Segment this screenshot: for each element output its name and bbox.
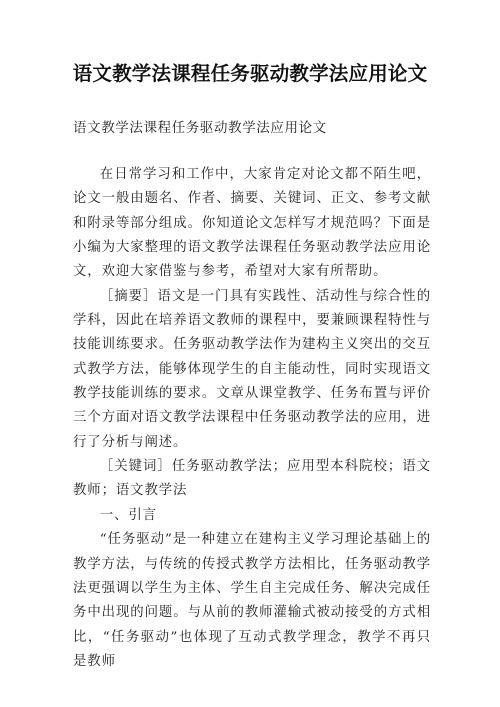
intro-paragraph: 在日常学习和工作中，大家肯定对论文都不陌生吧，论文一般由题名、作者、摘要、关键词、正文、参考文献和附录等部分组成。你知道论文怎样写才规范吗？下面是小编为大家整理的语文教学法课程任务驱动教学法应用论文，欢迎大家借鉴与参考，希望对大家有所帮助。 xyxy=(73,167,431,280)
abstract-paragraph: ［摘要］语文是一门具有实践性、活动性与综合性的学科，因此在培养语文教师的课程中，要兼顾课程特性与技能训练要求。任务驱动教学法作为建构主义突出的交互式教学方法，能够体现学生的自主能动性，同时实现语文教学技能训练的要求。文章从课堂教学、任务布置与评价三个方面对语文教学法课程中任务驱动教学法的应用，进行了分析与阐述。 xyxy=(73,288,431,450)
section-heading: 一、引言 xyxy=(99,507,157,523)
section-paragraph: “任务驱动”是一种建立在建构主义学习理论基础上的教学方法，与传统的传授式教学方法相比，任务驱动教学法更强调以学生为主体、学生自主完成任务、解决完成任务中出现的问题。与从前的教师灌输式被动接受的方式相比，“任务驱动”也体现了互动式教学理念，教学不再只是教师 xyxy=(73,532,431,669)
keywords-paragraph: ［关键词］任务驱动教学法；应用型本科院校；语文教师；语文教学法 xyxy=(73,459,431,499)
document-body xyxy=(73,163,431,674)
document-title: 语文教学法课程任务驱动教学法应用论文 xyxy=(72,62,428,85)
document-subtitle: 语文教学法课程任务驱动教学法应用论文 xyxy=(73,120,327,136)
